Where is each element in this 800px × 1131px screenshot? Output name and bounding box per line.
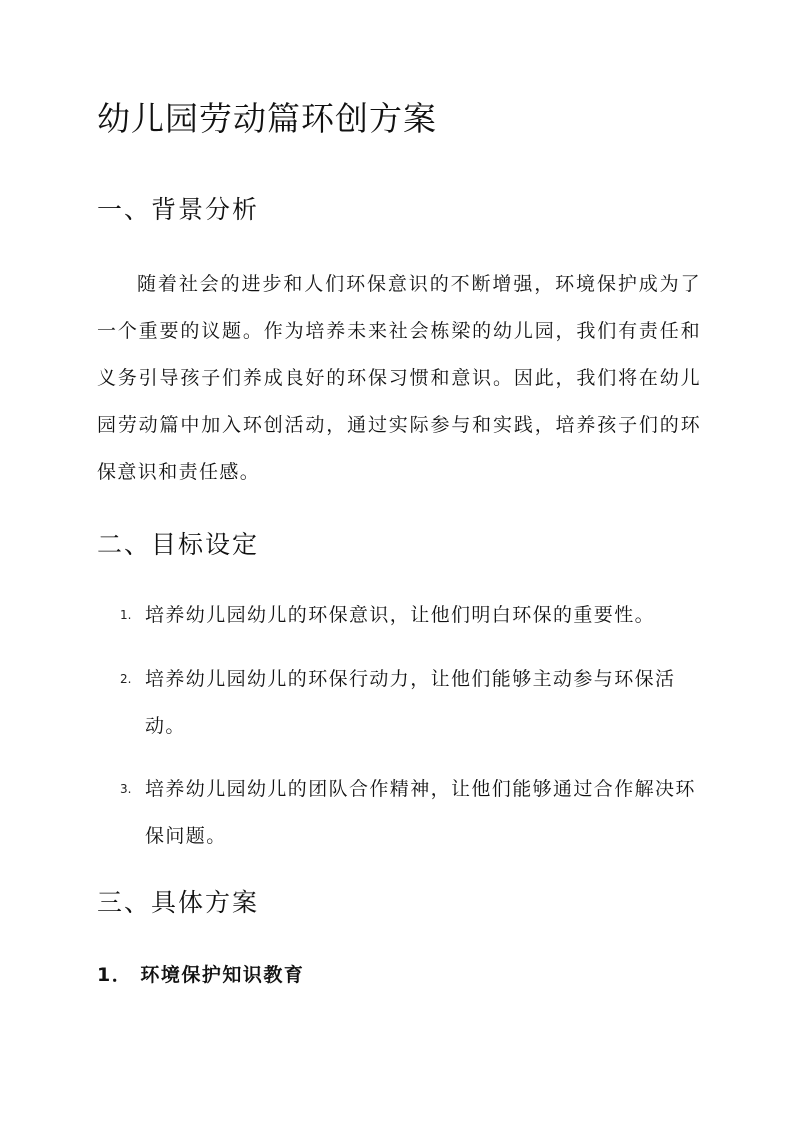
document-title: 幼儿园劳动篇环创方案 [97,99,437,138]
goal-text: 培养幼儿园幼儿的团队合作精神，让他们能够通过合作解决环保问题。 [145,778,696,847]
section-heading-background: 一、背景分析 [97,195,260,224]
goal-text: 培养幼儿园幼儿的环保行动力，让他们能够主动参与环保活动。 [145,668,676,737]
goal-text: 培养幼儿园幼儿的环保意识，让他们明白环保的重要性。 [145,604,656,626]
section-heading-goals: 二、目标设定 [97,530,260,559]
section-heading-plan: 三、具体方案 [97,888,260,917]
goal-number: 1. [120,608,132,622]
goal-number: 2. [120,672,132,686]
plan-subheading: 1． 环境保护知识教育 [97,964,305,986]
background-paragraph: 随着社会的进步和人们环保意识的不断增强，环境保护成为了一个重要的议题。作为培养未来社会栋梁的幼儿园，我们有责任和义务引导孩子们养成良好的环保习惯和意识。因此，我们将在幼儿园劳动篇中加入环创活动，通过实际参与和实践，培养孩子们的环保意识和责任感。 [97,273,701,483]
goal-number: 3. [120,782,132,796]
